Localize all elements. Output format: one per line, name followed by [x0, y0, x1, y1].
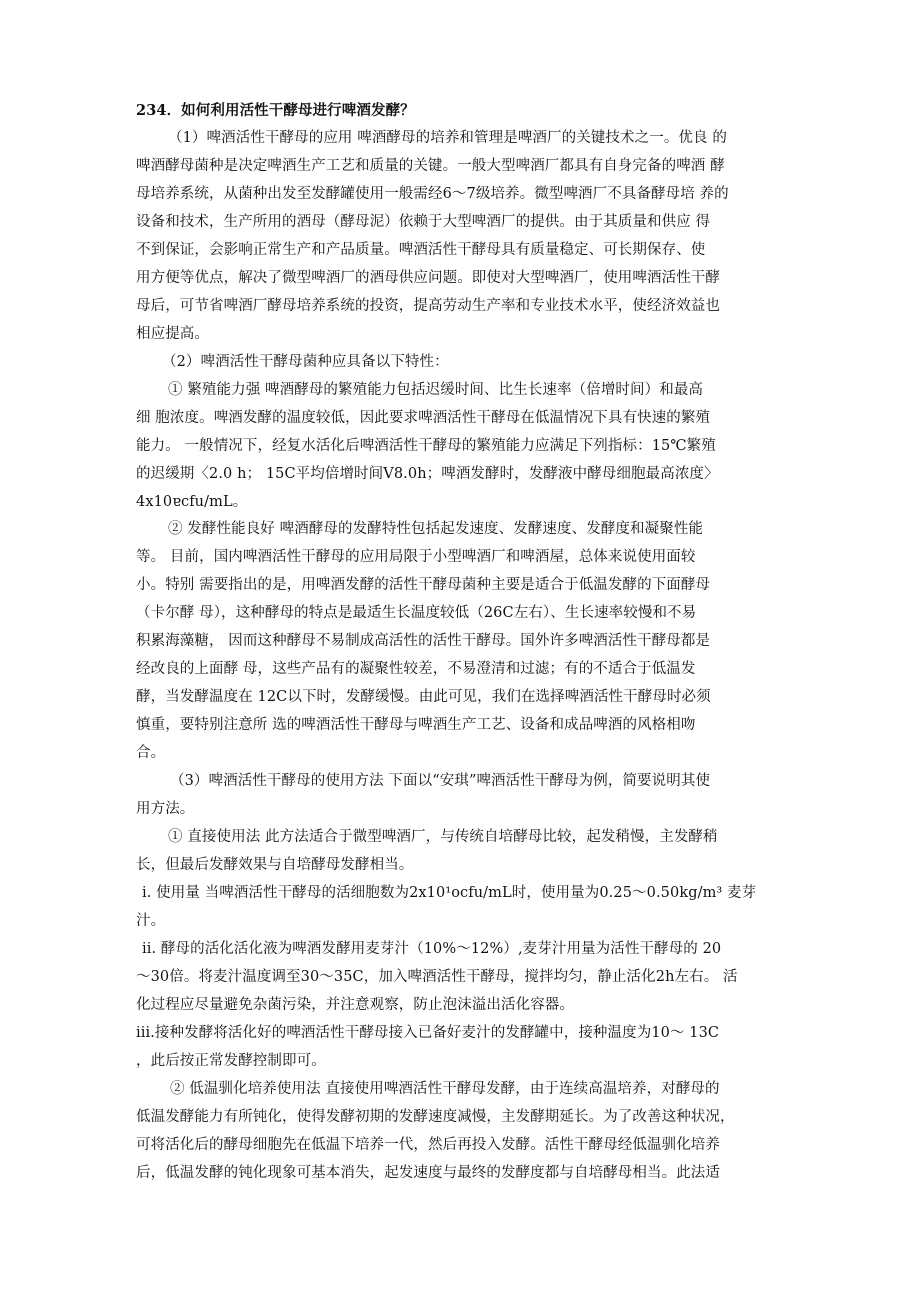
paragraph-line: ② 发酵性能良好 啤酒酵母的发酵特性包括起发速度、发酵速度、发酵度和凝聚性能: [168, 521, 704, 537]
paragraph-line: （1）啤酒活性干酵母的应用 啤酒酵母的培养和管理是啤酒厂的关键技术之一。优良 的: [168, 130, 727, 146]
paragraph-line: ② 低温驯化培养使用法 直接使用啤酒活性干酵母发酵，由于连续高温培养，对酵母的: [170, 1081, 720, 1097]
paragraph-line: 化过程应尽量避免杂菌污染，并注意观察，防止泡沫溢出活化容器。: [136, 997, 574, 1013]
paragraph-line: ～30倍。将麦汁温度调至30～35C，加入啤酒活性干酵母，搅拌均匀，静止活化2h左右。 活: [136, 969, 738, 985]
paragraph-line: iii.接种发酵将活化好的啤酒活性干酵母接入已备好麦汁的发酵罐中，接种温度为10～ 13C: [136, 1025, 720, 1041]
paragraph-line: 相应提高。: [136, 326, 209, 342]
paragraph-line: 不到保证，会影响正常生产和产品质量。啤酒活性干酵母具有质量稳定、可长期保存、使: [136, 242, 706, 258]
paragraph-line: ，此后按正常发酵控制即可。: [136, 1053, 326, 1069]
paragraph-line: ii. 酵母的活化活化液为啤酒发酵用麦芽汁（10%～12%）,麦芽汁用量为活性干酵母的 20: [142, 941, 722, 957]
paragraph-line: 等。 目前，国内啤酒活性干酵母的应用局限于小型啤酒厂和啤酒屋，总体来说使用面较: [136, 549, 696, 565]
paragraph-line: 长，但最后发酵效果与自培酵母发酵相当。: [136, 857, 414, 873]
paragraph-line: 低温发酵能力有所钝化，使得发酵初期的发酵速度减慢，主发酵期延长。为了改善这种状况，: [136, 1109, 735, 1125]
paragraph-line: 酵，当发酵温度在 12C以下时，发酵缓慢。由此可见，我们在选择啤酒活性干酵母时必须: [136, 689, 711, 705]
paragraph-line: ① 繁殖能力强 啤酒酵母的繁殖能力包括迟缓时间、比生长速率（倍增时间）和最高: [168, 382, 704, 398]
paragraph-line: （2）啤酒活性干酵母菌种应具备以下特性：: [162, 354, 449, 370]
paragraph-line: 可将活化后的酵母细胞先在低温下培养一代，然后再投入发酵。活性干酵母经低温驯化培养: [136, 1137, 720, 1153]
paragraph-line: （卡尔酵 母），这种酵母的特点是最适生长温度较低（26C左右）、生长速率较慢和不易: [136, 605, 697, 621]
paragraph-line: 啤酒酵母菌种是决定啤酒生产工艺和质量的关键。一般大型啤酒厂都具有自身完备的啤酒 酵: [136, 158, 725, 174]
paragraph-line: 细 胞浓度。啤酒发酵的温度较低，因此要求啤酒活性干酵母在低温情况下具有快速的繁殖: [136, 410, 711, 426]
paragraph-line: 母后，可节省啤酒厂酵母培养系统的投资，提高劳动生产率和专业技术水平，使经济效益也: [136, 298, 720, 314]
paragraph-line: i. 使用量 当啤酒活性干酵母的活细胞数为2x10¹ocfu/mL时，使用量为0.25～0.50kg/m³ 麦芽: [142, 885, 757, 901]
paragraph-line: 积累海藻糖， 因而这种酵母不易制成高活性的活性干酵母。国外许多啤酒活性干酵母都是: [136, 633, 711, 649]
paragraph-line: 慎重，要特别注意所 选的啤酒活性干酵母与啤酒生产工艺、设备和成品啤酒的风格相吻: [136, 717, 696, 733]
paragraph-line: 的迟缓期〈2.0 h； 15C平均倍增时间V8.0h；啤酒发酵时，发酵液中酵母细胞最高浓度〉: [136, 466, 719, 482]
section-title: 234．如何利用活性干酵母进行啤酒发酵？: [136, 102, 415, 119]
paragraph-line: 后，低温发酵的钝化现象可基本消失，起发速度与最终的发酵度都与自培酵母相当。此法适: [136, 1165, 720, 1181]
paragraph-line: 能力。 一般情况下，经复水活化后啤酒活性干酵母的繁殖能力应满足下列指标：15℃繁殖: [136, 438, 716, 454]
paragraph-line: 经改良的上面酵 母，这些产品有的凝聚性较差，不易澄清和过滤；有的不适合于低温发: [136, 661, 696, 677]
paragraph-line: ① 直接使用法 此方法适合于微型啤酒厂，与传统自培酵母比较，起发稍慢，主发酵稍: [168, 829, 718, 845]
paragraph-line: 用方法。: [136, 801, 195, 817]
paragraph-line: 合。: [136, 745, 166, 761]
paragraph-line: 4x10ɐcfu/mL。: [136, 494, 248, 510]
paragraph-line: 小。特别 需要指出的是，用啤酒发酵的活性干酵母菌种主要是适合于低温发酵的下面酵母: [136, 577, 711, 593]
paragraph-line: 母培养系统，从菌种出发至发酵罐使用一般需经6～7级培养。微型啤酒厂不具备酵母培 养的: [136, 186, 729, 202]
paragraph-line: 汁。: [136, 913, 166, 929]
paragraph-line: 设备和技术，生产所用的酒母（酵母泥）依赖于大型啤酒厂的提供。由于其质量和供应 得: [136, 214, 711, 230]
paragraph-line: （3）啤酒活性干酵母的使用方法 下面以“安琪”啤酒活性干酵母为例，简要说明其使: [170, 773, 711, 789]
paragraph-line: 用方便等优点，解决了微型啤酒厂的酒母供应问题。即使对大型啤酒厂，使用啤酒活性干酵: [136, 270, 720, 286]
